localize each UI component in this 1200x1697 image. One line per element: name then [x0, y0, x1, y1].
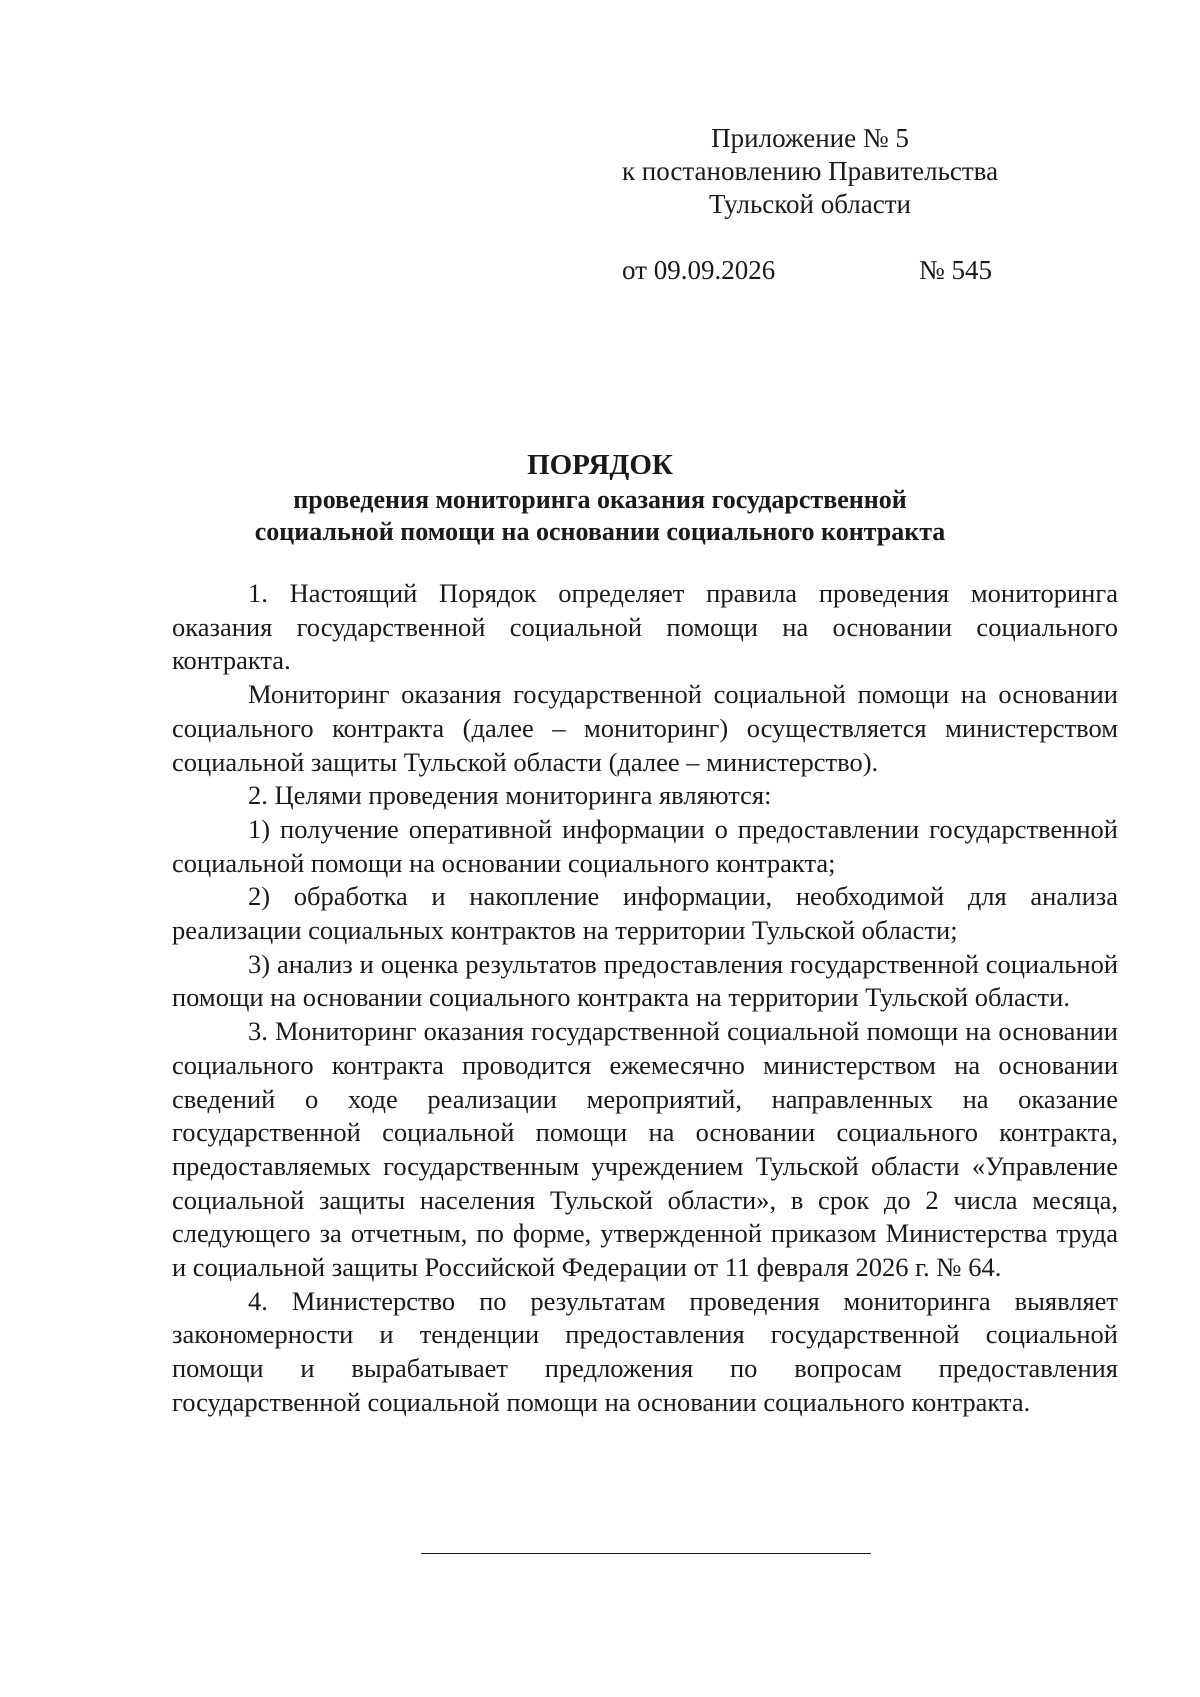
paragraph-2-item-1: 1) получение оперативной информации о предоставлении государственной социальной помощи на основании социального контракта;	[172, 813, 1118, 878]
title-subtitle-line-1: проведения мониторинга оказания государственной	[293, 485, 907, 514]
resolution-date: от 09.09.2026	[622, 255, 776, 285]
paragraph-2-item-3: 3) анализ и оценка результатов предоставления государственной социальной помощи на основании социального контракта на территории Тульской области.	[172, 948, 1118, 1013]
appendix-reference: к постановлению Правительства	[621, 156, 999, 186]
document-title	[150, 446, 1050, 548]
paragraph-1-continued: Мониторинг оказания государственной социальной помощи на основании социального контракта (далее – мониторинг) осуществляется министерством социальной защиты Тульской области (далее – министерство).	[172, 679, 1118, 777]
title-main: ПОРЯДОК	[527, 449, 673, 481]
appendix-region: Тульской области	[709, 189, 911, 219]
paragraph-4: 4. Министерство по результатам проведения мониторинга выявляет закономерности и тенденции предоставления государственной социальной помощи и вырабатывает предложения по вопросам предоставления государственной социальной помощи на основании социального контракта.	[172, 1285, 1118, 1417]
resolution-date-number	[622, 254, 992, 287]
title-subtitle-line-2: социальной помощи на основании социального контракта	[254, 517, 946, 546]
paragraph-2-item-2: 2) обработка и накопление информации, необходимой для анализа реализации социальных контрактов на территории Тульской области;	[172, 881, 1118, 946]
paragraph-2: 2. Целями проведения мониторинга являются:	[248, 780, 772, 811]
paragraph-1: 1. Настоящий Порядок определяет правила проведения мониторинга оказания государственной социальной помощи на основании социального контракта.	[172, 578, 1118, 676]
document-body	[172, 577, 1118, 1420]
paragraph-3: 3. Мониторинг оказания государственной социальной помощи на основании социального контракта проводится ежемесячно министерством на основании сведений о ходе реализации мероприятий, направленных на оказание государственной социальной помощи на основании социального контракта, предоставляемых государственным учреждением Тульской области «Управление социальной защиты населения Тульской области», в срок до 2 числа месяца, следующего за отчетным, по форме, утвержденной приказом Министерства труда и социальной защиты Российской Федерации от 11 февраля 2026 г. № 64.	[172, 1016, 1118, 1283]
appendix-number: Приложение № 5	[711, 123, 909, 153]
end-divider-line	[421, 1553, 871, 1554]
appendix-header	[600, 122, 1020, 221]
resolution-number: № 545	[918, 255, 992, 285]
